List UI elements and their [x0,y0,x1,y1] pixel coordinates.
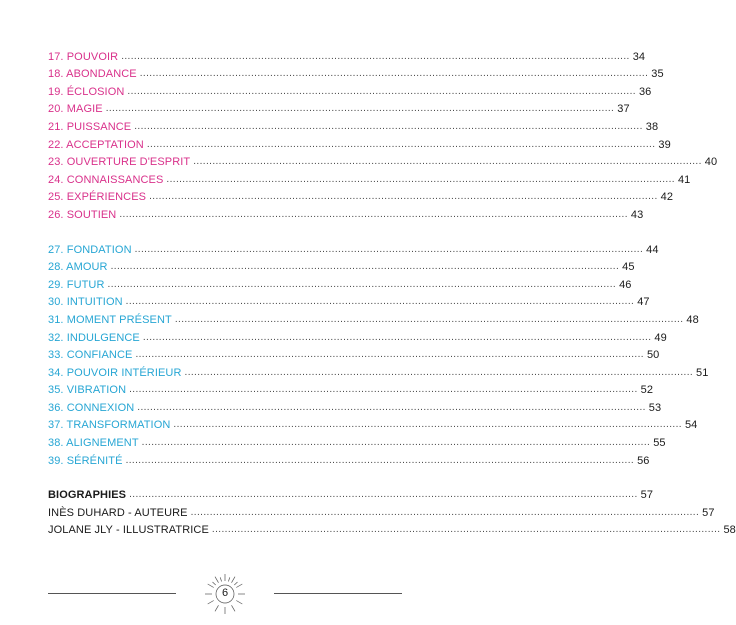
dot-leader: ................................................................................................................................................................ [125,454,635,466]
toc-entry[interactable] [48,344,660,362]
toc-entry[interactable] [48,501,715,519]
page-number: 6 [221,587,229,599]
toc-entry[interactable] [48,396,662,414]
toc-entry-page: 40 [704,156,718,169]
toc-entry-label: JOLANE JLY - ILLUSTRATRICE [48,524,209,537]
toc-entry-page: 36 [638,85,652,98]
dot-leader: ................................................................................................................................................................ [135,349,644,361]
dot-leader: ................................................................................................................................................................ [125,296,635,308]
toc-entry-label: 27. FONDATION [48,243,132,256]
toc-entry-page: 41 [677,173,691,186]
toc-entry-label: 19. ÉCLOSION [48,85,125,98]
toc-entry[interactable] [48,63,664,81]
dot-leader: ................................................................................................................................................................ [149,191,658,203]
toc-entry[interactable] [48,98,630,116]
toc-entry[interactable] [48,291,650,309]
toc-entry-page: 54 [684,419,698,432]
toc-entry-page: 39 [658,138,671,151]
dot-leader: ................................................................................................................................................................ [119,208,628,220]
dot-leader: ................................................................................................................................................................ [190,506,700,518]
section-gap [48,467,402,484]
toc-entry-label: 32. INDULGENCE [48,331,140,344]
toc-entry-page: 45 [622,261,635,274]
toc-entry-page: 38 [645,120,659,133]
toc-entry-label: 39. SÉRÉNITÉ [48,454,123,467]
section-gap [48,221,402,238]
dot-leader: ................................................................................................................................................................ [166,173,675,185]
toc-entry-page: 44 [646,243,659,256]
dot-leader: ................................................................................................................................................................ [141,437,651,449]
toc-entry-label: 31. MOMENT PRÉSENT [48,313,172,326]
toc-entry-label: BIOGRAPHIES [48,489,127,502]
toc-entry-page: 37 [617,103,630,116]
footer-rule-right [274,593,402,594]
toc-entry-biographies[interactable] [48,484,654,502]
toc-entry-label: 21. PUISSANCE [48,120,132,133]
toc-entry-label: 26. SOUTIEN [48,208,117,221]
toc-entry[interactable] [48,449,650,467]
toc-entry-label: 18. ABONDANCE [48,68,137,81]
toc-entry-page: 57 [702,506,715,519]
dot-leader: ................................................................................................................................................................ [110,261,620,273]
toc-entry-label: 30. INTUITION [48,296,123,309]
toc-entry[interactable] [48,151,718,169]
toc-entry[interactable] [48,45,646,63]
toc-entry[interactable] [48,203,644,221]
toc-entry-page: 56 [637,454,650,467]
toc-entry[interactable] [48,308,699,326]
toc-entry-label: 36. CONNEXION [48,401,135,414]
toc-entry[interactable] [48,80,652,98]
dot-leader: ................................................................................................................................................................ [173,419,682,431]
dot-leader: ................................................................................................................................................................ [174,313,684,325]
toc-entry-page: 49 [654,331,667,344]
toc-entry-label: 24. CONNAISSANCES [48,173,164,186]
toc-entry-page: 53 [648,401,662,414]
toc-entry[interactable] [48,379,654,397]
toc-entry-label: 33. CONFIANCE [48,349,133,362]
toc-entry[interactable] [48,361,709,379]
dot-leader: ................................................................................................................................................................ [134,243,644,255]
toc-entry[interactable] [48,431,666,450]
toc-entry[interactable] [48,273,632,291]
dot-leader: ................................................................................................................................................................ [129,489,638,501]
toc-entry-page: 47 [637,296,650,309]
dot-leader: ................................................................................................................................................................ [121,50,630,62]
toc-entry-label: INÈS DUHARD - AUTEURE [48,506,188,519]
toc-entry[interactable] [48,414,698,432]
toc-entry[interactable] [48,186,674,204]
dot-leader: ................................................................................................................................................................ [129,384,638,396]
dot-leader: ................................................................................................................................................................ [105,103,615,115]
toc-entry-label: 17. POUVOIR [48,50,119,63]
toc-entry[interactable] [48,519,736,537]
table-of-contents [48,45,736,537]
toc-entry-page: 48 [686,313,699,326]
toc-entry-label: 37. TRANSFORMATION [48,419,171,432]
toc-entry-label: 28. AMOUR [48,261,108,274]
dot-leader: ................................................................................................................................................................ [193,156,702,168]
toc-entry-page: 58 [723,524,736,537]
dot-leader: ................................................................................................................................................................ [139,68,649,80]
toc-entry-page: 42 [660,191,674,204]
dot-leader: ................................................................................................................................................................ [134,120,643,132]
toc-entry[interactable] [48,256,635,274]
toc-entry[interactable] [48,168,691,186]
toc-entry-page: 51 [696,366,709,379]
toc-entry[interactable] [48,238,659,256]
footer-rule-left [48,593,176,594]
toc-entry-label: 23. OUVERTURE D'ESPRIT [48,156,191,169]
toc-entry-label: 20. MAGIE [48,103,103,116]
toc-entry[interactable] [48,133,671,151]
toc-entry-label: 25. EXPÉRIENCES [48,191,147,204]
toc-entry-page: 57 [640,489,654,502]
dot-leader: ................................................................................................................................................................ [127,85,636,97]
toc-entry-page: 43 [630,208,644,221]
dot-leader: ................................................................................................................................................................ [137,401,646,413]
toc-entry-page: 52 [640,384,654,397]
toc-entry-label: 22. ACCEPTATION [48,138,144,151]
toc-entry-label: 29. FUTUR [48,278,105,291]
toc-entry[interactable] [48,115,659,133]
toc-entry-label: 35. VIBRATION [48,384,127,397]
dot-leader: ................................................................................................................................................................ [107,278,617,290]
dot-leader: ................................................................................................................................................................ [211,524,721,536]
dot-leader: ................................................................................................................................................................ [184,366,694,378]
toc-entry-page: 35 [651,68,664,81]
toc-entry-page: 50 [646,349,660,362]
toc-entry-page: 46 [619,278,632,291]
toc-entry-page: 55 [653,437,666,450]
toc-entry-page: 34 [632,50,646,63]
toc-entry-label: 34. POUVOIR INTÉRIEUR [48,366,182,379]
dot-leader: ................................................................................................................................................................ [142,331,652,343]
dot-leader: ................................................................................................................................................................ [146,138,656,150]
toc-entry-label: 38. ALIGNEMENT [48,437,139,450]
toc-entry[interactable] [48,326,667,344]
